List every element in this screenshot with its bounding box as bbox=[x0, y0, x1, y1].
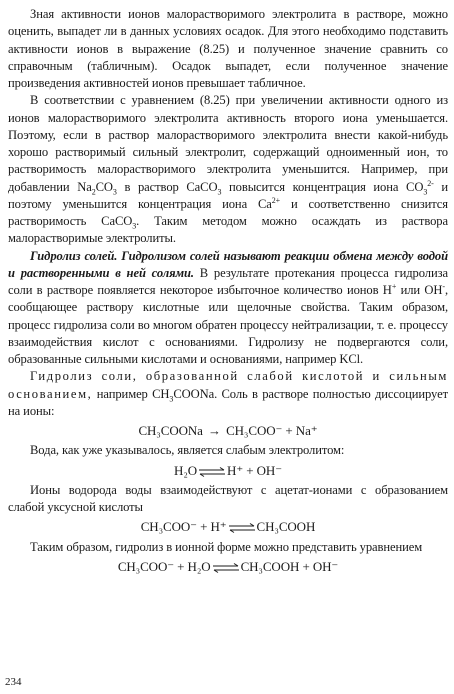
paragraph-weak-acid-salt bbox=[8, 368, 448, 420]
arrow-right-icon: → bbox=[208, 423, 221, 438]
superscript: 2+ bbox=[271, 195, 281, 205]
equation-left: CH₃COO⁻ + H₂O bbox=[117, 558, 211, 574]
text-run: В соответствии с уравнением (8.25) при увеличении активности одного из ионов малорастворимого электролита активность второго иона уменьшается. Поэтому, если в раствор малорастворимого электролита внести какой-нибудь хорошо растворимый сильный электролит, содержащий одноименный ион, то растворимость малорастворимого электролита уменьшится. Например, при добавлении Na bbox=[8, 93, 448, 194]
equilibrium-arrow-icon bbox=[197, 467, 227, 477]
subscript: 2 bbox=[91, 187, 96, 197]
subscript: 3 bbox=[132, 221, 137, 231]
paragraph-acetate-interaction: Ионы водорода воды взаимодействуют с ацетат-ионами с образованием слабой уксусной кислоты bbox=[8, 482, 448, 514]
text-run: COONa. Соль в растворе полностью диссоциирует на ионы: bbox=[8, 386, 448, 418]
subscript: 3 bbox=[423, 187, 428, 197]
text-run: в раствор CaCO bbox=[116, 179, 218, 194]
equation-right: CH₃COOH bbox=[256, 519, 316, 535]
page-number: 234 bbox=[5, 676, 22, 688]
equilibrium-arrow-icon bbox=[227, 523, 257, 533]
paragraph-activity-precipitate: Зная активности ионов малорастворимого электролита в растворе, можно оценить, выпадет ли в данных условиях осадок. Для этого необходимо подставить активности ионов в выражение (8.25) и полученное значение сравнить со справочным (табличным). Осадок выпадет, если полученное значение произведения активностей ионов превышает табличное. bbox=[8, 7, 448, 90]
superscript: - bbox=[442, 281, 445, 291]
text-run: и поэтому уменьшится концентрация иона Ca bbox=[8, 179, 449, 211]
superscript: 2- bbox=[427, 178, 434, 188]
superscript: + bbox=[391, 281, 397, 291]
text-run: например CH bbox=[92, 386, 170, 401]
equation-left: CH₃COONa bbox=[138, 423, 203, 438]
equation-water bbox=[8, 462, 448, 479]
text-run: повысится концентрация иона CO bbox=[221, 179, 424, 194]
equation-left: H₂O bbox=[174, 462, 198, 478]
paragraph-hydrolysis-definition bbox=[8, 248, 448, 369]
paragraph-water-weak: Вода, как уже указывалось, является слабым электролитом: bbox=[30, 443, 345, 458]
definition-text: Гидролизом солей называют реакции обмена между водой и растворенными в ней солями. bbox=[8, 248, 448, 280]
document-page bbox=[8, 6, 448, 578]
subscript: 3 bbox=[112, 187, 117, 197]
section-heading-hydrolysis: Гидролиз солей. bbox=[30, 248, 118, 263]
text-run: или OH bbox=[396, 283, 443, 297]
equation-left: CH₃COO⁻ + H⁺ bbox=[140, 519, 227, 535]
text-run: В результате протекания процесса гидролиза соли в растворе появляется некоторое избыточное количество ионов H bbox=[8, 265, 448, 297]
equilibrium-arrow-icon bbox=[211, 563, 241, 573]
equation-hydrolysis-ionic bbox=[8, 558, 448, 575]
equation-right: H⁺ + OH⁻ bbox=[227, 462, 282, 478]
paragraph-ionic-form: Таким образом, гидролиз в ионной форме можно представить уравнением bbox=[30, 539, 423, 554]
text-run: , сообщающее раствору кислотные или щелочные свойства. Таким образом, процесс гидролиза соли во многом обратен процессу нейтрализации, т. е. процессу взаимодействия кислот с основаниями. Гидролизу не подвергаются соли, образованные сильными кислотами и основаниями, например KCl. bbox=[8, 283, 448, 366]
equation-dissociation bbox=[8, 422, 448, 439]
text-run: CO bbox=[95, 179, 113, 194]
text-run: . Таким методом можно осаждать из раствора малорастворимые электролиты. bbox=[8, 214, 448, 246]
spaced-emphasis: Гидролиз соли, образованной слабой кислотой и сильным основанием, bbox=[8, 369, 448, 401]
equation-right: CH₃COO⁻ + Na⁺ bbox=[226, 423, 318, 438]
subscript: 3 bbox=[169, 394, 174, 404]
equation-acetic-acid bbox=[8, 518, 448, 535]
subscript: 3 bbox=[217, 187, 222, 197]
paragraph-common-ion-effect bbox=[8, 92, 448, 247]
equation-right: CH₃COOH + OH⁻ bbox=[240, 558, 339, 574]
text-run: и соответственно снизится растворимость CaCO bbox=[8, 196, 448, 228]
